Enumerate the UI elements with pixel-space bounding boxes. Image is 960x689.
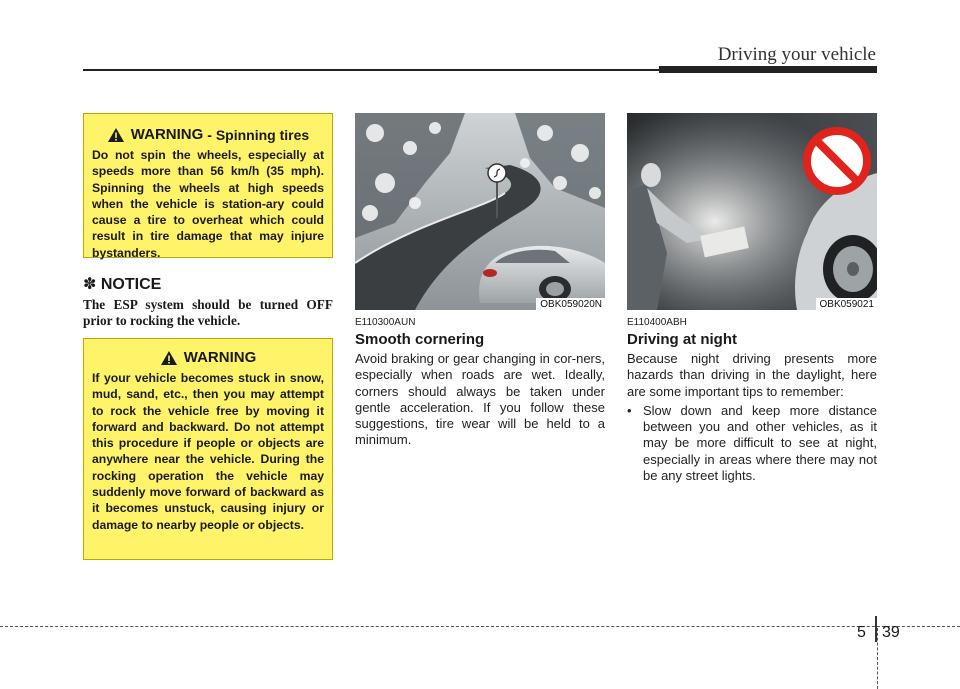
warning-stuck-body: If your vehicle becomes stuck in snow, mud, sand, etc., then you may attempt to rock the vehicle free by moving it forward and backward. Do not attempt this procedure if people or objects are anywhere near the vehicle. During the rocking operation the vehicle may suddenly move forward of backward as it becomes unstuck, causing injury or damage to nearby people or objects.: [92, 371, 324, 532]
snowy-road-car-image: [355, 113, 605, 310]
warning-stuck-header: [92, 349, 324, 366]
warning-triangle-icon: [160, 350, 178, 366]
section-body: Avoid braking or gear changing in cor-ners, especially when roads are wet. Ideally, corners should always be taken under gentle acceleration. If you follow these suggestions, tire wear will be held to a minimum.: [355, 351, 605, 448]
section-intro: Because night driving presents more hazards than driving in the daylight, here are some important tips to remember:: [627, 351, 877, 399]
warning-subtitle: - Spinning tires: [207, 126, 310, 143]
bullet-item: [627, 403, 877, 484]
smooth-cornering-illustration: [355, 113, 605, 310]
warning-spinning-body: Do not spin the wheels, especially at speeds more than 56 km/h (35 mph). Spinning the wheels at high speeds when the vehicle is station-ary could cause a tire to overheat which could result in tire damage that may injure bystanders.: [92, 148, 324, 260]
footer-divider: [877, 628, 878, 689]
bullet-text: Slow down and keep more distance between you and other vehicles, as it may be more difficult to see at night, especially in areas where there may not be any street lights.: [643, 402, 877, 484]
section-code: E110300AUN: [355, 317, 416, 328]
section-code: E110400ABH: [627, 317, 687, 328]
notice-body: The ESP system should be turned OFF prior to rocking the vehicle.: [83, 297, 333, 328]
section-body: [627, 351, 877, 484]
section-title: Smooth cornering: [355, 331, 485, 348]
bullet-marker: •: [627, 402, 632, 418]
warning-triangle-icon: [107, 127, 125, 143]
header-rule: [83, 69, 659, 71]
warning-spinning-tires-box: [83, 113, 333, 258]
header-rule-thick: [659, 66, 877, 73]
warning-title: WARNING: [183, 349, 257, 366]
warning-spinning-header: [92, 126, 324, 143]
footer-rule: [0, 626, 960, 627]
image-code-label: OBK059021: [816, 298, 878, 310]
warning-title: WARNING: [130, 126, 204, 143]
section-title: Driving at night: [627, 331, 737, 348]
night-car-image: [627, 113, 877, 310]
chapter-number: 5: [857, 624, 866, 641]
page-number-bar: [875, 616, 877, 642]
night-driving-illustration: [627, 113, 877, 310]
no-symbol-icon: [807, 131, 867, 191]
page-header-title: Driving your vehicle: [717, 44, 876, 65]
notice-title: ✽ NOTICE: [83, 276, 162, 293]
page-number: 39: [882, 624, 900, 641]
image-code-label: OBK059020N: [536, 298, 605, 310]
warning-stuck-box: [83, 338, 333, 560]
